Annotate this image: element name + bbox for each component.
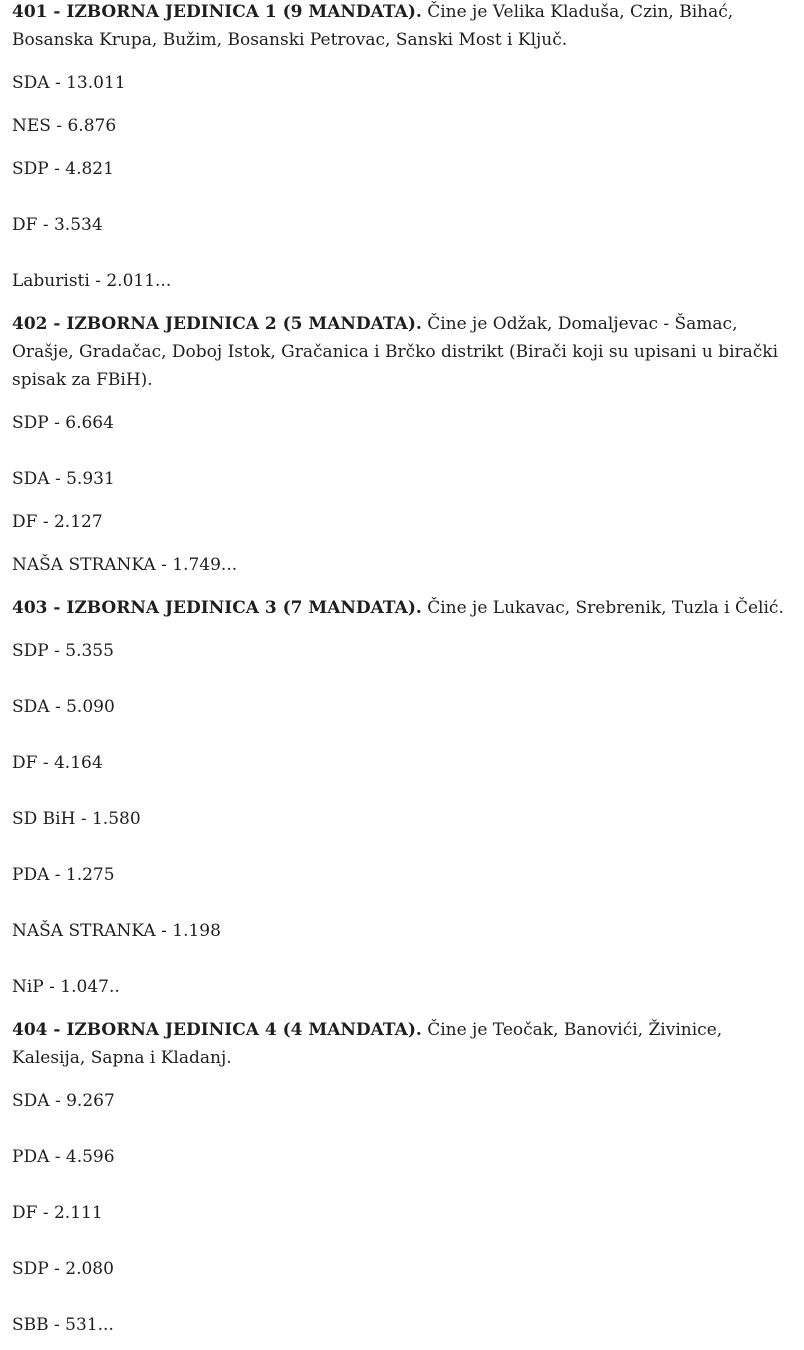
result-line: NiP - 1.047..	[12, 977, 120, 997]
result-line: SDP - 4.821	[12, 159, 114, 179]
result-line: NAŠA STRANKA - 1.749...	[12, 555, 238, 575]
section-description: Čine je Odžak, Domaljevac - Šamac, Orašje, Gradačac, Doboj Istok, Gračanica i Brčko distrikt (Birači koji su upisani u birački spisak za FBiH).	[12, 314, 779, 390]
section-title: 403 - IZBORNA JEDINICA 3 (7 MANDATA).	[12, 598, 422, 618]
section-description: Čine je Velika Kladuša, Czin, Bihać, Bosanska Krupa, Bužim, Bosanski Petrovac, Sanski Most i Ključ.	[12, 2, 734, 50]
section-heading-404	[12, 1016, 798, 1072]
result-line: PDA - 1.275	[12, 865, 115, 885]
section-title: 402 - IZBORNA JEDINICA 2 (5 MANDATA).	[12, 314, 422, 334]
result-line: DF - 2.111	[12, 1203, 103, 1223]
result-line: Laburisti - 2.011...	[12, 271, 172, 291]
section-heading-402	[12, 310, 798, 394]
result-line: SDA - 9.267	[12, 1091, 115, 1111]
result-line: SDA - 5.090	[12, 697, 115, 717]
result-line: SDP - 5.355	[12, 641, 114, 661]
result-line: SDP - 6.664	[12, 413, 114, 433]
result-line: SDA - 5.931	[12, 469, 115, 489]
result-line: SDA - 13.011	[12, 73, 126, 93]
section-title: 401 - IZBORNA JEDINICA 1 (9 MANDATA).	[12, 2, 422, 22]
result-line: DF - 4.164	[12, 753, 103, 773]
result-line: PDA - 4.596	[12, 1147, 115, 1167]
result-line: DF - 3.534	[12, 215, 103, 235]
result-line: SD BiH - 1.580	[12, 809, 141, 829]
result-line: SDP - 2.080	[12, 1259, 114, 1279]
section-description: Čine je Lukavac, Srebrenik, Tuzla i Čelić.	[421, 598, 784, 618]
result-line: DF - 2.127	[12, 512, 103, 532]
section-description: Čine je Teočak, Banovići, Živinice, Kalesija, Sapna i Kladanj.	[12, 1020, 723, 1068]
section-heading-401	[12, 0, 798, 54]
result-line: NES - 6.876	[12, 116, 117, 136]
section-heading-403	[12, 594, 798, 622]
section-title: 404 - IZBORNA JEDINICA 4 (4 MANDATA).	[12, 1020, 422, 1040]
result-line: SBB - 531...	[12, 1315, 114, 1335]
result-line: NAŠA STRANKA - 1.198	[12, 921, 221, 941]
